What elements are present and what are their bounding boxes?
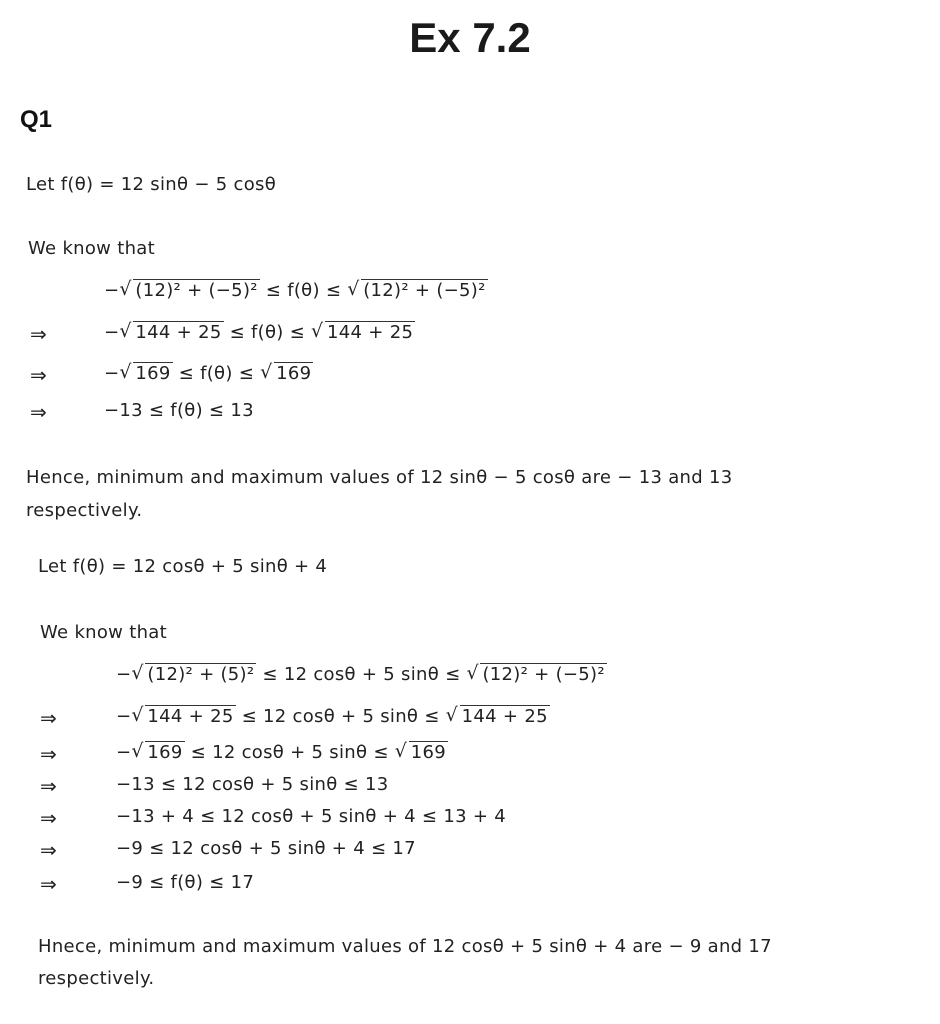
part2-conclusion-end: respectively. [38, 968, 155, 989]
implies-arrow: ⇒ [40, 706, 57, 730]
implies-arrow: ⇒ [30, 363, 47, 387]
inequality: ≤ 12 cosθ + 5 sinθ ≤ [184, 742, 395, 763]
part1-step-1 [104, 280, 488, 301]
inequality: ≤ 12 cosθ + 5 sinθ ≤ [235, 706, 446, 727]
minus-sign: − [104, 322, 120, 343]
radicand: 169 [276, 363, 312, 384]
radicand: (12)² + (−5)² [363, 280, 486, 301]
implies-arrow: ⇒ [40, 742, 57, 766]
minus-sign: − [116, 664, 132, 685]
inequality: ≤ f(θ) ≤ [259, 280, 348, 301]
page-title: Ex 7.2 [409, 14, 531, 61]
radical [347, 280, 487, 301]
implies-arrow: ⇒ [40, 838, 57, 862]
radical [131, 706, 235, 727]
radical [131, 742, 184, 763]
inequality: ≤ f(θ) ≤ [223, 322, 312, 343]
radical [311, 322, 415, 343]
radicand: (12)² + (−5)² [135, 280, 258, 301]
part1-we-know: We know that [28, 238, 155, 259]
radicand: 169 [135, 363, 171, 384]
part2-conclusion: Hnece, minimum and maximum values of 12 cosθ + 5 sinθ + 4 are − 9 and 17 [38, 936, 772, 957]
radical [466, 664, 606, 685]
part2-step-1 [116, 664, 607, 685]
part2-we-know: We know that [40, 622, 167, 643]
radicand: 169 [147, 742, 183, 763]
question-number: Q1 [20, 106, 53, 133]
radicand: 169 [410, 742, 446, 763]
part1-conclusion-end: respectively. [26, 500, 143, 521]
radical [131, 664, 256, 685]
radical [260, 363, 313, 384]
part2-step-2 [116, 706, 550, 727]
minus-sign: − [104, 280, 120, 301]
part2-step-6: −9 ≤ 12 cosθ + 5 sinθ + 4 ≤ 17 [116, 838, 416, 859]
radical [119, 322, 223, 343]
inequality: ≤ 12 cosθ + 5 sinθ ≤ [256, 664, 467, 685]
part2-step-3 [116, 742, 448, 763]
part2-let: Let f(θ) = 12 cosθ + 5 sinθ + 4 [38, 556, 328, 577]
part1-step-3 [104, 363, 313, 384]
inequality: ≤ f(θ) ≤ [172, 363, 261, 384]
part1-conclusion: Hence, minimum and maximum values of 12 sinθ − 5 cosθ are − 13 and 13 [26, 467, 733, 488]
part1-let: Let f(θ) = 12 sinθ − 5 cosθ [26, 174, 277, 195]
part1-step-4: −13 ≤ f(θ) ≤ 13 [104, 400, 254, 421]
implies-arrow: ⇒ [40, 872, 57, 896]
radical [395, 742, 448, 763]
radical [119, 280, 259, 301]
part2-step-7: −9 ≤ f(θ) ≤ 17 [116, 872, 255, 893]
radicand: 144 + 25 [461, 706, 548, 727]
implies-arrow: ⇒ [40, 774, 57, 798]
part1-step-2 [104, 322, 415, 343]
minus-sign: − [104, 363, 120, 384]
radical [446, 706, 550, 727]
minus-sign: − [116, 742, 132, 763]
radicand: 144 + 25 [327, 322, 414, 343]
part2-step-4: −13 ≤ 12 cosθ + 5 sinθ ≤ 13 [116, 774, 389, 795]
radical [119, 363, 172, 384]
minus-sign: − [116, 706, 132, 727]
implies-arrow: ⇒ [30, 322, 47, 346]
radicand: 144 + 25 [135, 322, 222, 343]
radicand: (12)² + (5)² [147, 664, 255, 685]
implies-arrow: ⇒ [40, 806, 57, 830]
radicand: (12)² + (−5)² [482, 664, 605, 685]
part2-step-5: −13 + 4 ≤ 12 cosθ + 5 sinθ + 4 ≤ 13 + 4 [116, 806, 506, 827]
implies-arrow: ⇒ [30, 400, 47, 424]
radicand: 144 + 25 [147, 706, 234, 727]
